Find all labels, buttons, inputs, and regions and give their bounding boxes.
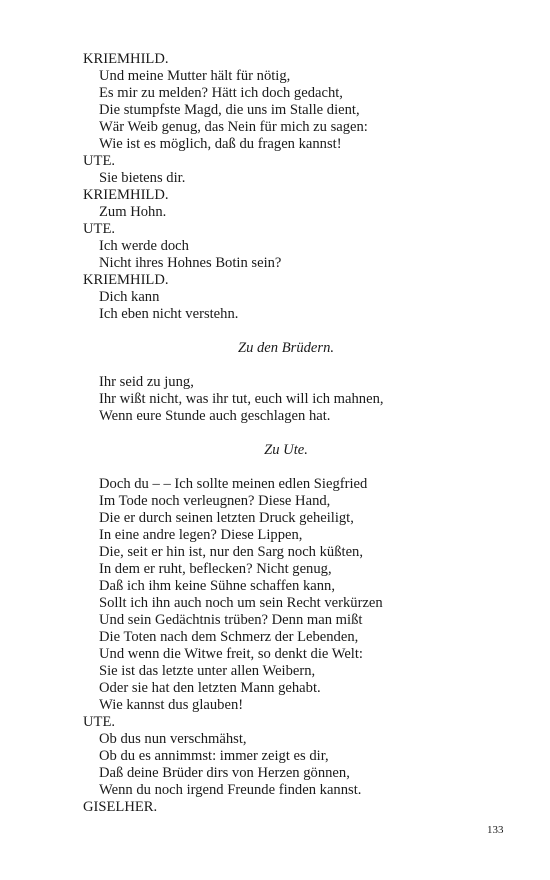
speaker-name: UTE. <box>83 153 116 169</box>
blank-line <box>83 357 483 374</box>
verse-line: Es mir zu melden? Hätt ich doch gedacht, <box>99 85 343 101</box>
verse-line: Wie ist es möglich, daß du fragen kannst! <box>99 136 342 152</box>
verse-line: Wenn du noch irgend Freunde finden kannst. <box>99 782 362 798</box>
verse-line: Ob dus nun verschmähst, <box>99 731 247 747</box>
verse-line: Die stumpfste Magd, die uns im Stalle dient, <box>99 102 360 118</box>
verse-line: Im Tode noch verleugnen? Diese Hand, <box>99 493 331 509</box>
verse-line: Wenn eure Stunde auch geschlagen hat. <box>99 408 331 424</box>
verse-line: Ich werde doch <box>99 238 189 254</box>
verse-line: Daß ich ihm keine Sühne schaffen kann, <box>99 578 336 594</box>
verse-line: Sie bietens dir. <box>99 170 186 186</box>
stage-direction: Zu den Brüdern. <box>237 340 335 356</box>
verse-line: Ich eben nicht verstehn. <box>99 306 239 322</box>
verse-line: Und meine Mutter hält für nötig, <box>99 68 291 84</box>
blank-line <box>83 425 483 442</box>
verse-line: Doch du – – Ich sollte meinen edlen Siegfried <box>99 476 368 492</box>
drama-text <box>83 51 483 816</box>
verse-line: Sollt ich ihn auch noch um sein Recht verkürzen <box>99 595 383 611</box>
verse-line: Nicht ihres Hohnes Botin sein? <box>99 255 282 271</box>
verse-line: In eine andre legen? Diese Lippen, <box>99 527 303 543</box>
speaker-name: UTE. <box>83 714 116 730</box>
verse-line: Und wenn die Witwe freit, so denkt die Welt: <box>99 646 363 662</box>
verse-line: Die, seit er hin ist, nur den Sarg noch küßten, <box>99 544 363 560</box>
speaker-name: KRIEMHILD. <box>83 51 169 67</box>
verse-line: Wie kannst dus glauben! <box>99 697 244 713</box>
verse-line: Die Toten nach dem Schmerz der Lebenden, <box>99 629 359 645</box>
speaker-name: UTE. <box>83 221 116 237</box>
verse-line: Oder sie hat den letzten Mann gehabt. <box>99 680 321 696</box>
verse-line: Ihr seid zu jung, <box>99 374 194 390</box>
verse-line: Ihr wißt nicht, was ihr tut, euch will ich mahnen, <box>99 391 384 407</box>
verse-line: Wär Weib genug, das Nein für mich zu sagen: <box>99 119 368 135</box>
verse-line: Dich kann <box>99 289 160 305</box>
speaker-name: KRIEMHILD. <box>83 187 169 203</box>
blank-line <box>83 323 483 340</box>
page-number: 133 <box>487 824 504 836</box>
verse-line: Sie ist das letzte unter allen Weibern, <box>99 663 316 679</box>
verse-line: Und sein Gedächtnis trüben? Denn man mißt <box>99 612 363 628</box>
verse-line: Die er durch seinen letzten Druck geheiligt, <box>99 510 354 526</box>
verse-line: Zum Hohn. <box>99 204 167 220</box>
verse-line: Daß deine Brüder dirs von Herzen gönnen, <box>99 765 350 781</box>
speaker-name: GISELHER. <box>83 799 158 815</box>
blank-line <box>83 459 483 476</box>
verse-line: Ob du es annimmst: immer zeigt es dir, <box>99 748 329 764</box>
speaker-name: KRIEMHILD. <box>83 272 169 288</box>
verse-line: In dem er ruht, beflecken? Nicht genug, <box>99 561 332 577</box>
stage-direction: Zu Ute. <box>264 442 308 458</box>
